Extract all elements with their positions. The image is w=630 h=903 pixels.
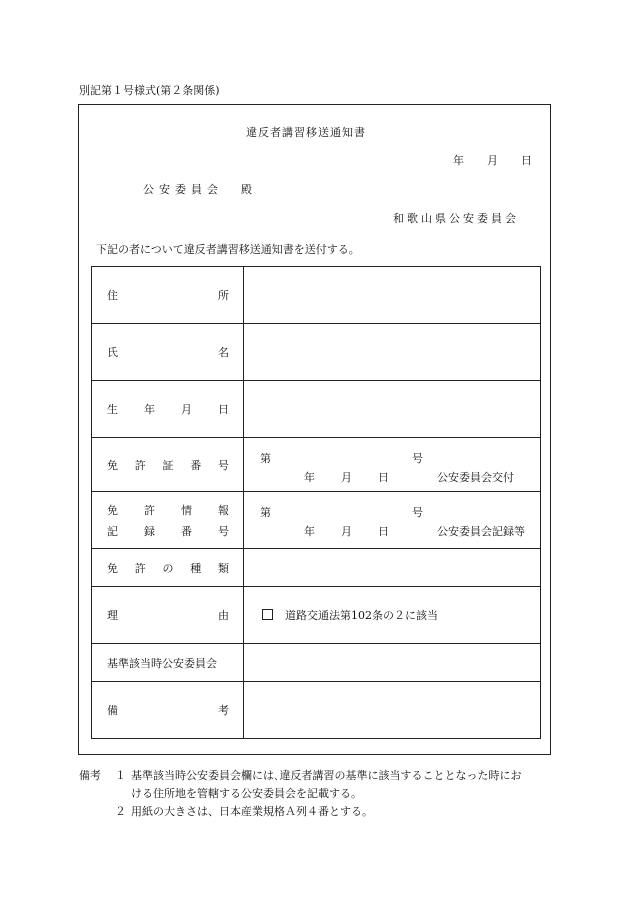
reason-text: 道路交通法第102条の２に該当	[285, 609, 438, 622]
row-label-license-number: 免 許 証 番 号	[92, 438, 244, 492]
note-1-line-1: 基準該当時公安委員会欄には､違反者講習の基準に該当することとなった時にお	[131, 769, 522, 782]
license-type-field[interactable]	[244, 549, 541, 587]
form-title: 違反者講習移送通知書	[246, 126, 366, 139]
date-day: 日	[521, 154, 532, 167]
table-row	[92, 438, 541, 492]
note-2-text: 用紙の大きさは、日本産業規格Ａ列４番とする。	[131, 805, 373, 818]
date-line	[453, 152, 532, 168]
reason-checkbox[interactable]	[262, 609, 273, 620]
table-row	[92, 682, 541, 739]
table-row	[92, 324, 541, 381]
table-row	[92, 381, 541, 438]
row-label-reason: 理 由	[92, 587, 244, 644]
table-row	[92, 267, 541, 324]
row-label-license-type: 免 許 の 種 類	[92, 549, 244, 587]
notice-table	[91, 266, 541, 739]
birthdate-field[interactable]	[244, 381, 541, 438]
table-row	[92, 644, 541, 682]
date-month: 月	[487, 154, 498, 167]
note-2-number: ２	[115, 805, 126, 818]
note-1-line-2: ける住所地を管轄する公安委員会を記載する。	[131, 787, 362, 800]
table-row	[92, 492, 541, 549]
row-label-license-info: 免 許 情 報 記 録 番 号	[92, 492, 244, 549]
row-label-committee: 基準該当時公安委員会	[92, 644, 244, 682]
table-row	[92, 587, 541, 644]
table-row	[92, 549, 541, 587]
row-label-birthdate: 生 年 月 日	[92, 381, 244, 438]
notes-heading: 備考	[79, 769, 101, 782]
address-field[interactable]	[244, 267, 541, 324]
license-info-field[interactable]: 第 号 年 月 日 公安委員会記録等	[244, 492, 541, 549]
name-field[interactable]	[244, 324, 541, 381]
committee-field[interactable]	[244, 644, 541, 682]
intro-text: 下記の者について違反者講習移送通知書を送付する。	[96, 243, 360, 256]
remarks-field[interactable]	[244, 682, 541, 739]
date-year: 年	[453, 154, 464, 167]
row-label-remarks: 備 考	[92, 682, 244, 739]
addressee-honorific: 殿	[241, 183, 252, 196]
sender: 和歌山県公安委員会	[393, 212, 519, 225]
reason-field	[244, 587, 541, 644]
row-label-address: 住 所	[92, 267, 244, 324]
note-1-number: １	[115, 769, 126, 782]
form-reference: 別記第１号様式(第２条関係)	[79, 84, 220, 97]
addressee: 公安委員会	[143, 183, 223, 196]
row-label-name: 氏 名	[92, 324, 244, 381]
license-number-field[interactable]: 第 号 年 月 日 公安委員会交付	[244, 438, 541, 492]
